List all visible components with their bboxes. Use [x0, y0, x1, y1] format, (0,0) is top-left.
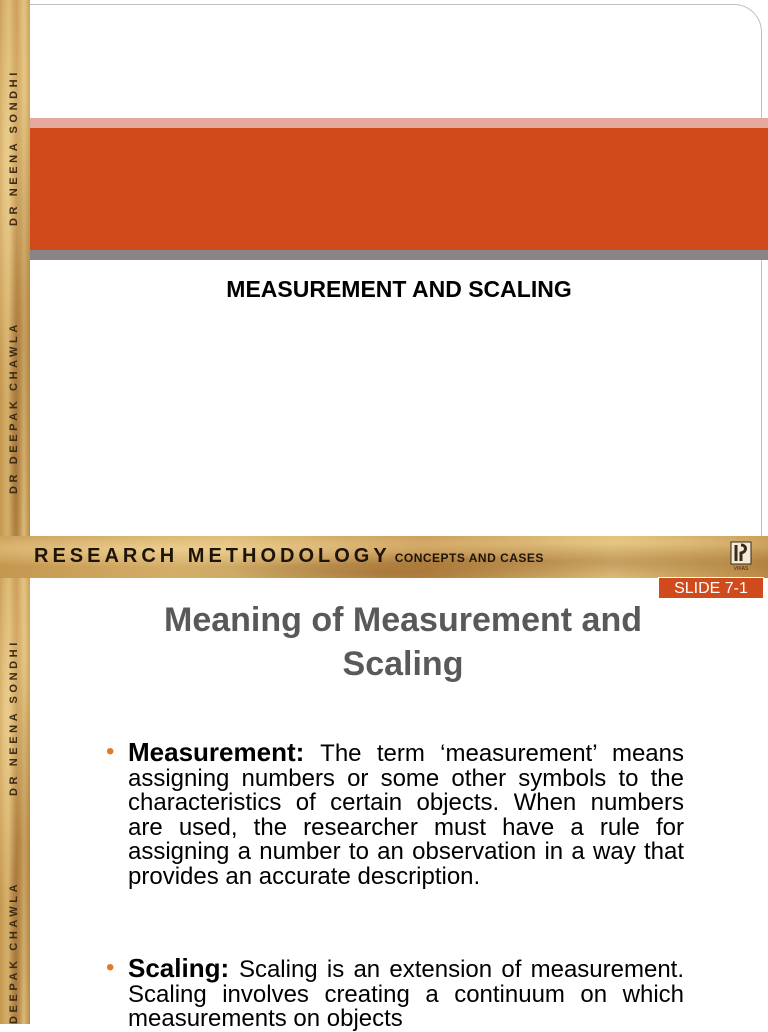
publisher-logo-icon [728, 540, 754, 572]
pink-band [30, 118, 768, 128]
slide-number-badge: SLIDE 7-1 [658, 577, 764, 599]
logo-text: VIKAS [733, 566, 749, 572]
content-slide [30, 578, 768, 1032]
bullet-dot-icon: • [106, 954, 115, 981]
side-credit-middle: DR DEEPAK CHAWLA [8, 321, 20, 494]
bullet-term: Measurement: [128, 737, 321, 767]
bullet-scaling [106, 953, 685, 1032]
bullet-dot-icon: • [106, 738, 115, 765]
banner-title [34, 545, 544, 568]
slide-title: MEASUREMENT AND SCALING [226, 276, 572, 302]
book-banner [0, 536, 768, 578]
bullet-term: Scaling: [128, 953, 239, 983]
grey-band [30, 250, 768, 260]
side-strip-top [0, 0, 30, 536]
bullet-text: The term ‘measurement’ means assigning numbers or some other symbols to the characteristics of certain objects. When numbers are used, the researcher must have a rule for assigning a number to an observation in a way that provides an accurate description. [128, 740, 684, 890]
title-slide [30, 0, 768, 536]
side-credit-top: DR NEENA SONDHI [8, 69, 20, 226]
banner-subtitle: CONCEPTS AND CASES [394, 551, 544, 565]
bullet-measurement [106, 737, 684, 890]
bullet-text: Scaling is an extension of measurement. Scaling involves creating a continuum on which measurements on objects [128, 956, 685, 1032]
orange-band [30, 128, 768, 250]
side-strip-bottom [0, 578, 30, 1024]
side-credit-lower: DR NEENA SONDHI [8, 639, 20, 796]
slide-heading: Meaning of Measurement and Scaling [164, 601, 642, 683]
banner-title-text: RESEARCH METHODOLOGY [34, 545, 391, 567]
side-credit-bottom: DEEPAK CHAWLA [8, 880, 20, 1024]
